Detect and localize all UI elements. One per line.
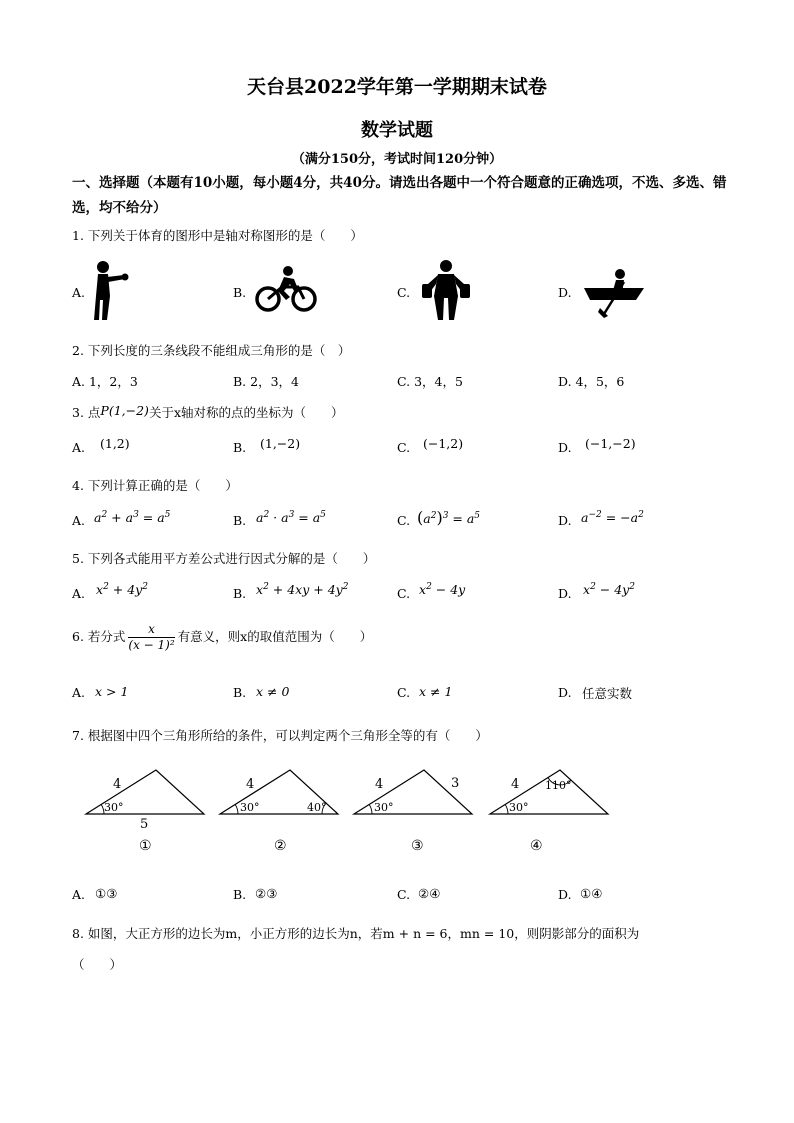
q3-point: P(1,−2)	[100, 403, 149, 418]
exam-subject: 数学试题	[361, 120, 433, 141]
q7-label-a: A.	[72, 887, 86, 902]
q5-label-a: A.	[72, 586, 86, 601]
section-intro: 一、选择题（本题有10小题，每小题4分，共40分。请选出各题中一个符合题意的正确选项，不选、多选、错选，均不给分）	[72, 175, 727, 216]
q7-label-b: B.	[233, 887, 247, 902]
q5-expr-b: $x^2 + 4xy + 4y^2$	[256, 582, 349, 598]
q3-label-c: C.	[397, 440, 411, 455]
q3-label-d: D.	[558, 440, 572, 455]
q3-value-d: (−1,−2)	[585, 436, 636, 451]
q4-label-a: A.	[72, 513, 86, 528]
weightlifter-icon	[420, 258, 472, 320]
question-8-line-2: （ ）	[72, 957, 123, 972]
q4-label-d: D.	[558, 513, 572, 528]
q6-label-c: C.	[397, 685, 411, 700]
q5-label-d: D.	[558, 586, 572, 601]
q5-label-c: C.	[397, 586, 411, 601]
triangle-3-side-a: 4	[375, 777, 384, 792]
exam-note: （满分150分，考试时间120分钟）	[291, 152, 503, 167]
q6-value-a: x > 1	[95, 684, 129, 699]
q6-label-b: B.	[233, 685, 247, 700]
question-4-stem: 4. 下列计算正确的是（ ）	[72, 478, 238, 493]
exam-title: 天台县2022学年第一学期期末试卷	[247, 76, 547, 98]
q4-expr-a: $a^2 + a^3 = a^5$	[94, 510, 171, 526]
q1-label-a: A.	[72, 285, 86, 300]
q4-label-c: C.	[397, 513, 411, 528]
triangle-4-angle-b: 110°	[545, 779, 572, 792]
q6-label-a: A.	[72, 685, 86, 700]
triangle-4-number: ④	[530, 838, 543, 854]
question-3-stem	[72, 403, 344, 421]
q7-label-d: D.	[558, 887, 572, 902]
q5-expr-c: $x^2 - 4y$	[419, 582, 466, 598]
question-7-stem: 7. 根据图中四个三角形所给的条件，可以判定两个三角形全等的有（ ）	[72, 728, 488, 743]
q3-label-b: B.	[233, 440, 247, 455]
boxer-icon	[88, 258, 130, 320]
q3-value-b: (1,−2)	[260, 436, 301, 451]
q6-label-d: D.	[558, 685, 572, 700]
q7-value-b: ②③	[255, 886, 278, 901]
triangle-2-number: ②	[274, 838, 287, 854]
question-5-stem: 5. 下列各式能用平方差公式进行因式分解的是（ ）	[72, 551, 376, 566]
triangle-2-side-a: 4	[246, 777, 255, 792]
cyclist-icon	[254, 265, 318, 313]
q1-label-d: D.	[558, 285, 572, 300]
triangle-1-side-b: 5	[140, 817, 149, 832]
triangle-3-number: ③	[411, 838, 424, 854]
q3-label-a: A.	[72, 440, 86, 455]
q2-option-d: D. 4，5，6	[558, 374, 625, 389]
triangle-3-side-b: 3	[451, 776, 460, 791]
q6-frac-num: x	[128, 622, 174, 638]
triangle-2-angle-a: 30°	[240, 801, 260, 814]
triangle-1-angle-a: 30°	[104, 801, 124, 814]
triangle-1-number: ①	[139, 838, 152, 854]
q2-option-a: A. 1，2，3	[72, 374, 138, 389]
triangle-3	[354, 770, 472, 854]
q4-expr-c: $(a^2)^3 = a^5$	[417, 508, 481, 527]
triangle-4	[490, 770, 608, 854]
q2-option-b: B. 2，3，4	[233, 374, 299, 389]
q6-value-d: 任意实数	[582, 686, 633, 701]
q6-frac-den: (x − 1)²	[128, 638, 175, 652]
triangle-4-side-a: 4	[511, 777, 520, 792]
question-6-stem	[72, 622, 372, 653]
q3-value-a: (1,2)	[100, 436, 130, 451]
q4-expr-b: $a^2 \cdot a^3 = a^5$	[256, 510, 326, 526]
question-8-line-1: 8. 如图，大正方形的边长为m，小正方形的边长为n，若m + n = 6，mn = 10，则阴影部分的面积为	[72, 926, 640, 941]
q7-triangles-figure	[0, 760, 794, 860]
q6-value-c: x ≠ 1	[419, 684, 453, 699]
q6-fraction	[128, 622, 174, 653]
q7-value-d: ①④	[580, 886, 603, 901]
question-1-stem: 1. 下列关于体育的图形中是轴对称图形的是（ ）	[72, 228, 363, 243]
triangle-1-side-a: 4	[113, 777, 122, 792]
rower-icon	[582, 268, 646, 318]
q6-stem-post: 有意义，则x的取值范围为（ ）	[177, 629, 373, 644]
q7-label-c: C.	[397, 887, 411, 902]
question-2-stem: 2. 下列长度的三条线段不能组成三角形的是（ ）	[72, 343, 351, 358]
q5-expr-a: $x^2 + 4y^2$	[96, 582, 148, 598]
q4-expr-d: $a^{-2} = -a^2$	[581, 510, 644, 526]
q3-value-c: (−1,2)	[423, 436, 464, 451]
triangle-2-angle-b: 40°	[307, 801, 327, 814]
triangle-2	[220, 770, 338, 854]
q1-label-b: B.	[233, 285, 247, 300]
q6-stem-pre: 6. 若分式	[72, 629, 126, 644]
q6-value-b: x ≠ 0	[256, 684, 290, 699]
q2-option-c: C. 3，4，5	[397, 374, 463, 389]
q7-value-a: ①③	[95, 886, 118, 901]
q5-expr-d: $x^2 - 4y^2$	[583, 582, 635, 598]
q3-stem-post: 关于x轴对称的点的坐标为（ ）	[148, 405, 344, 420]
q3-stem-pre: 3. 点	[72, 405, 101, 420]
q1-label-c: C.	[397, 285, 411, 300]
q4-label-b: B.	[233, 513, 247, 528]
triangle-1	[86, 770, 204, 854]
triangle-3-angle-a: 30°	[374, 801, 394, 814]
q7-value-c: ②④	[418, 886, 441, 901]
q5-label-b: B.	[233, 586, 247, 601]
triangle-4-angle-a: 30°	[509, 801, 529, 814]
